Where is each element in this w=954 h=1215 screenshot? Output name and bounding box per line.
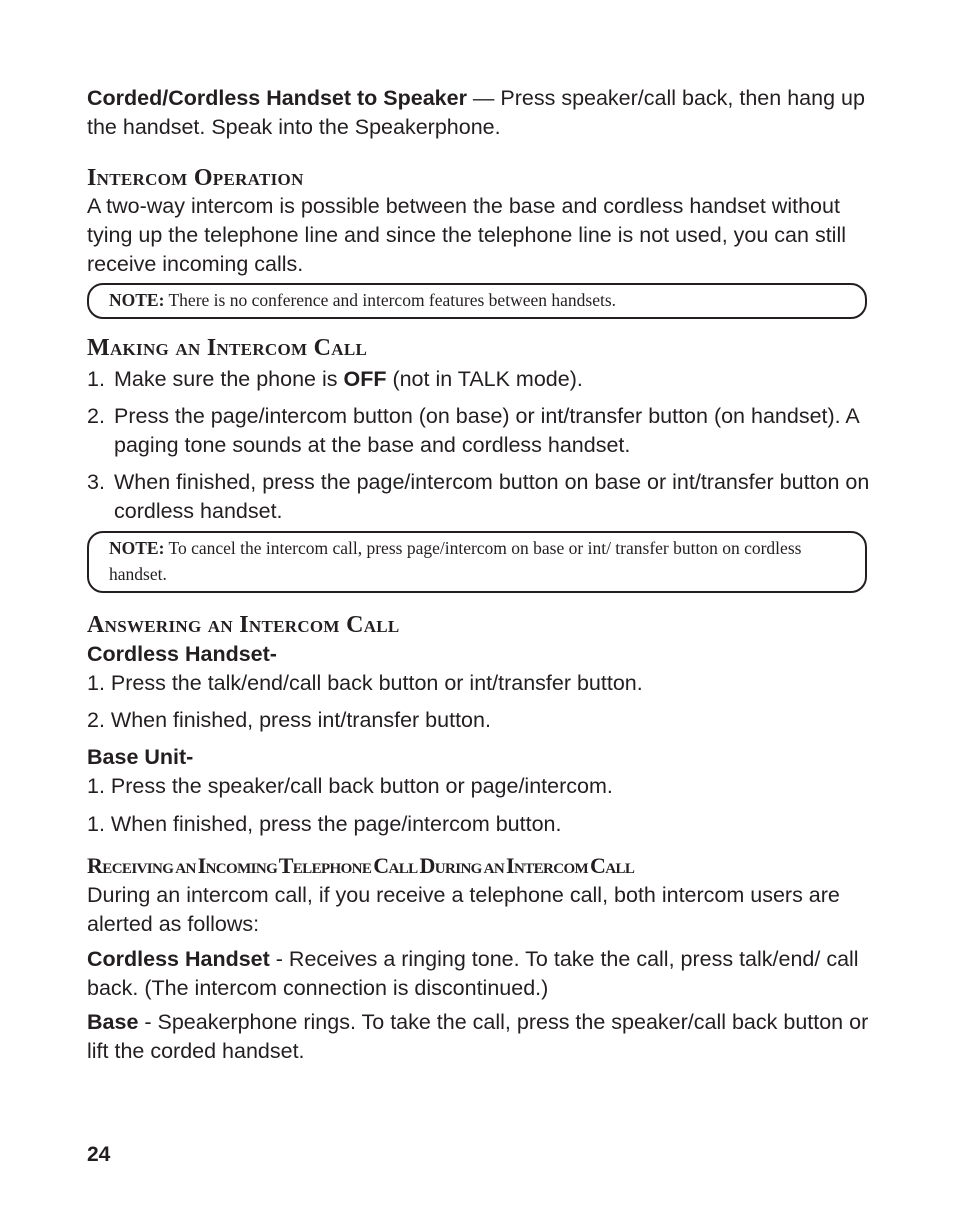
manual-page <box>87 84 877 1066</box>
intro-lead: Corded/Cordless Handset to Speaker <box>87 86 467 110</box>
heading-making-call: Making an Intercom Call <box>87 335 368 361</box>
intercom-operation-body: A two-way intercom is possible between the base and cordless handset without tying up the telephone line and since the telephone line is not used, you can still receive incoming calls. <box>87 194 846 276</box>
heading-answering-call: Answering an Intercom Call <box>87 612 400 638</box>
base-unit-label: Base Unit- <box>87 745 194 769</box>
step-text: Press the page/intercom button (on base) or int/transfer button (on handset). A paging tone sounds at the base and cordless handset. <box>114 404 859 457</box>
receiving-call-body: During an intercom call, if you receive a telephone call, both intercom users are alerted as follows: <box>87 883 840 936</box>
list-item: 1. When finished, press the page/intercom button. <box>87 812 562 836</box>
note-box-cancel <box>87 531 867 593</box>
step-text-pre: Make sure the phone is <box>114 367 344 391</box>
receiving-cordless-paragraph <box>87 945 877 1003</box>
note-text: To cancel the intercom call, press page/intercom on base or int/ transfer button on cordless handset. <box>109 538 802 584</box>
list-item: 2. When finished, press int/transfer button. <box>87 708 491 732</box>
heading-receiving-call: Receiving an Incoming Telephone Call During an Intercom Call <box>87 853 635 878</box>
list-item <box>87 468 877 526</box>
page-number: 24 <box>87 1143 111 1166</box>
list-item: 1. Press the speaker/call back button or page/intercom. <box>87 774 613 798</box>
step-text-post: (not in TALK mode). <box>386 367 583 391</box>
step-number: 2. <box>87 404 105 428</box>
note-label: NOTE: <box>109 538 165 558</box>
step-number: 1. <box>87 367 105 391</box>
list-item <box>87 365 877 394</box>
step-text <box>114 365 877 394</box>
intro-text: — Press speaker/call back, then hang up the handset. Speak into the Speakerphone. <box>87 86 865 139</box>
receiving-base-paragraph <box>87 1008 877 1066</box>
note-box-conference <box>87 283 867 319</box>
list-item: 1. Press the talk/end/call back button or int/transfer button. <box>87 671 643 695</box>
step-text-bold: OFF <box>343 367 387 391</box>
intro-paragraph <box>87 84 877 142</box>
step-text: When finished, press the page/intercom button on base or int/transfer button on cordless handset. <box>114 470 870 523</box>
cordless-handset-label: Cordless Handset- <box>87 642 277 666</box>
receiving-cordless-label: Cordless Handset <box>87 947 270 971</box>
receiving-base-text: - Speakerphone rings. To take the call, press the speaker/call back button or lift the corded handset. <box>87 1010 869 1063</box>
receiving-cordless-text: - Receives a ringing tone. To take the call, press talk/end/ call back. (The intercom connection is discontinued.) <box>87 947 859 1000</box>
heading-intercom-operation: Intercom Operation <box>87 165 304 191</box>
note-text: There is no conference and intercom features between handsets. <box>164 290 617 310</box>
receiving-base-label: Base <box>87 1010 139 1034</box>
note-label: NOTE: <box>109 290 165 310</box>
list-item <box>87 402 877 460</box>
making-call-steps <box>87 365 877 526</box>
step-number: 3. <box>87 470 105 494</box>
